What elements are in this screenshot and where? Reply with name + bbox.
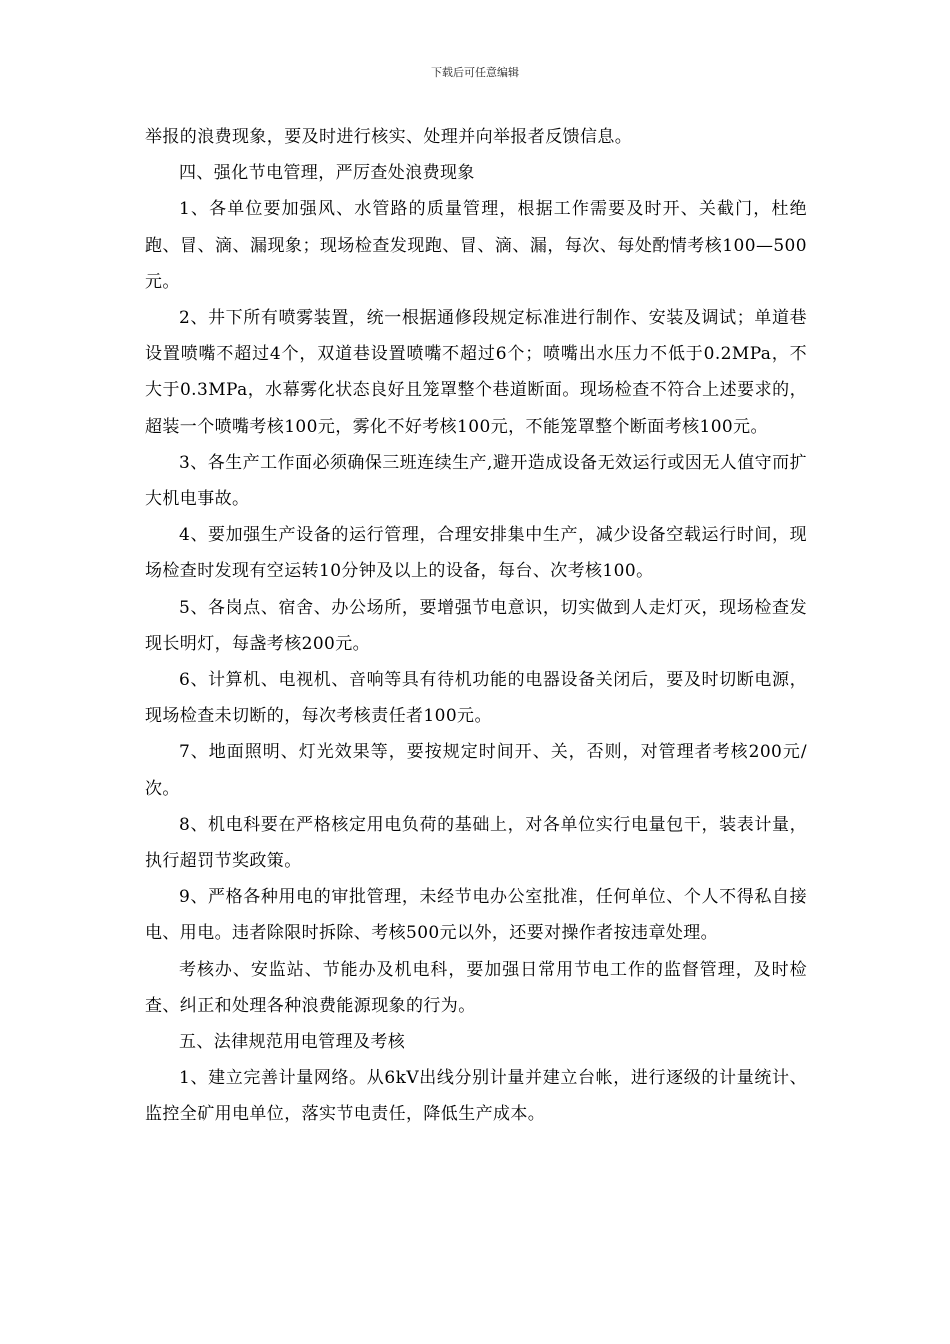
page-header: 下载后可任意编辑 (431, 66, 519, 79)
section-heading-4: 四、强化节电管理，严厉查处浪费现象 (179, 163, 475, 184)
paragraph-item-8: 8、机电科要在严格核定用电负荷的基础上，对各单位实行电量包干，装表计量，执行超罚节奖政策。 (145, 814, 807, 872)
paragraph-item-4: 4、要加强生产设备的运行管理，合理安排集中生产，减少设备空载运行时间，现场检查时发现有空运转10分钟及以上的设备，每台、次考核100。 (145, 525, 807, 582)
paragraph-item-3: 3、各生产工作面必须确保三班连续生产,避开造成设备无效运行或因无人值守而扩大机电事故。 (145, 452, 807, 510)
document-body (145, 119, 807, 1133)
section-heading-5: 五、法律规范用电管理及考核 (179, 1032, 406, 1053)
paragraph-continuation: 举报的浪费现象，要及时进行核实、处理并向举报者反馈信息。 (145, 127, 633, 147)
paragraph-section5-item-1: 1、建立完善计量网络。从6kV出线分别计量并建立台帐，进行逐级的计量统计、监控全矿用电单位，落实节电责任，降低生产成本。 (145, 1068, 807, 1125)
paragraph-item-1: 1、各单位要加强风、水管路的质量管理，根据工作需要及时开、关截门，杜绝跑、冒、滴、漏现象；现场检查发现跑、冒、滴、漏，每次、每处酌情考核100—500元。 (145, 199, 807, 292)
paragraph-item-2: 2、井下所有喷雾装置，统一根据通修段规定标准进行制作、安装及调试；单道巷设置喷嘴不超过4个，双道巷设置喷嘴不超过6个；喷嘴出水压力不低于0.2MPa，不大于0.3MPa，水幕雾化状态良好且笼罩整个巷道断面。现场检查不符合上述要求的，超装一个喷嘴考核100元，雾化不好考核100元，不能笼罩整个断面考核100元。 (145, 308, 807, 437)
paragraph-item-5: 5、各岗点、宿舍、办公场所，要增强节电意识，切实做到人走灯灭，现场检查发现长明灯，每盏考核200元。 (145, 597, 807, 654)
paragraph-item-7: 7、地面照明、灯光效果等，要按规定时间开、关，否则，对管理者考核200元/次。 (145, 742, 807, 799)
paragraph-item-9: 9、严格各种用电的审批管理，未经节电办公室批准，任何单位、个人不得私自接电、用电。违者除限时拆除、考核500元以外，还要对操作者按违章处理。 (145, 887, 807, 944)
paragraph-supervision: 考核办、安监站、节能办及机电科，要加强日常用节电工作的监督管理，及时检查、纠正和处理各种浪费能源现象的行为。 (145, 959, 807, 1016)
paragraph-item-6: 6、计算机、电视机、音响等具有待机功能的电器设备关闭后，要及时切断电源，现场检查未切断的，每次考核责任者100元。 (145, 670, 807, 727)
